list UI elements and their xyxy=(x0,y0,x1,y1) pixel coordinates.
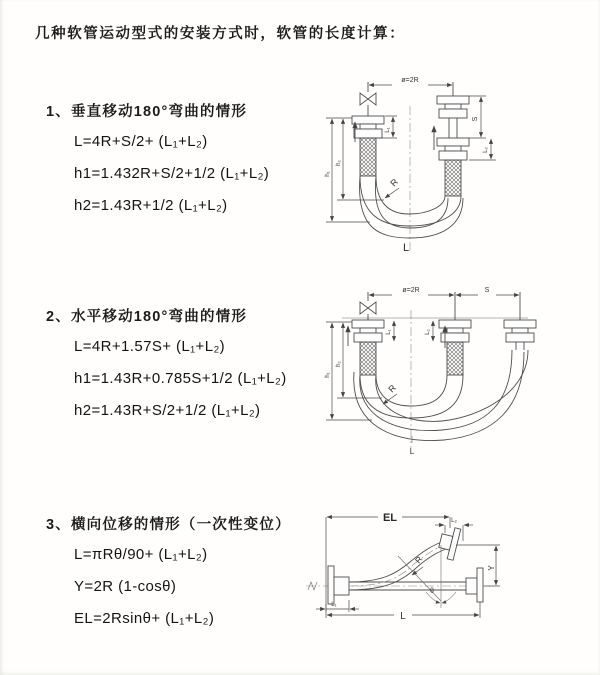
dim-label-h1: h₁ xyxy=(324,171,331,177)
valve-icon xyxy=(360,93,376,105)
dim-label-l1: L₁ xyxy=(384,127,391,133)
dim-label-s: S xyxy=(484,287,490,294)
dim-label-l2: L₂ xyxy=(424,329,431,335)
radius-label: R xyxy=(388,176,401,189)
section-vertical-bend xyxy=(46,100,321,222)
section-lateral-shift xyxy=(46,513,321,635)
formula-line: L=πRθ/90+ (L₁+L₂) xyxy=(74,546,208,563)
length-label: L xyxy=(402,242,410,254)
formula-line: L=4R+1.57S+ (L₁+L₂) xyxy=(74,338,226,355)
dim-label-s: S xyxy=(472,116,479,122)
dim-label-h2: h₂ xyxy=(335,361,342,367)
formula-line: EL=2Rsinθ+ (L₁+L₂) xyxy=(74,610,215,627)
formula-list xyxy=(46,539,321,635)
vertical-bend-diagram xyxy=(312,70,597,265)
dim-label-l1: L₁ xyxy=(331,601,337,608)
dim-label-h2: h₂ xyxy=(335,160,342,166)
formula-line: h1=1.43R+0.785S+1/2 (L₁+L₂) xyxy=(74,370,287,387)
y-label: Y xyxy=(487,565,496,571)
page-title: 几种软管运动型式的安装方式时，软管的长度计算： xyxy=(35,26,406,42)
el-label: EL xyxy=(382,512,398,524)
formula-line: L=4R+S/2+ (L₁+L₂) xyxy=(74,133,208,150)
section-heading: 3、横向位移的情形（一次性变位） xyxy=(46,517,291,533)
dim-label-l2: L₂ xyxy=(451,517,457,524)
theta-label: θ xyxy=(430,588,434,595)
formula-line: h2=1.43R+1/2 (L₁+L₂) xyxy=(74,197,228,214)
dim-label-span: ø=2R xyxy=(401,77,419,84)
length-label: L xyxy=(400,611,406,622)
lateral-shift-diagram xyxy=(298,500,598,645)
dim-label-span: ø=2R xyxy=(402,287,420,294)
formula-list xyxy=(46,331,321,427)
formula-line: h2=1.43R+S/2+1/2 (L₁+L₂) xyxy=(74,402,261,419)
horizontal-bend-diagram xyxy=(312,280,597,475)
section-heading: 1、垂直移动180°弯曲的情形 xyxy=(46,104,248,120)
pipe-break-mark xyxy=(308,582,317,590)
valve-icon xyxy=(360,302,376,314)
diagram-line-art xyxy=(326,82,496,252)
dim-label-h1: h₁ xyxy=(324,372,331,378)
section-heading: 2、水平移动180°弯曲的情形 xyxy=(46,309,248,325)
formula-line: Y=2R (1-cosθ) xyxy=(74,578,177,595)
formula-line: h1=1.432R+S/2+1/2 (L₁+L₂) xyxy=(74,165,270,182)
length-label: L xyxy=(409,447,415,456)
radius-label: R xyxy=(412,554,425,566)
formula-list xyxy=(46,126,321,222)
section-horizontal-bend xyxy=(46,305,321,427)
diagram-line-art xyxy=(326,292,536,448)
radius-label: R xyxy=(386,382,399,395)
dim-label-l2: L₂ xyxy=(482,147,489,153)
dim-label-l1: L₁ xyxy=(385,329,392,335)
